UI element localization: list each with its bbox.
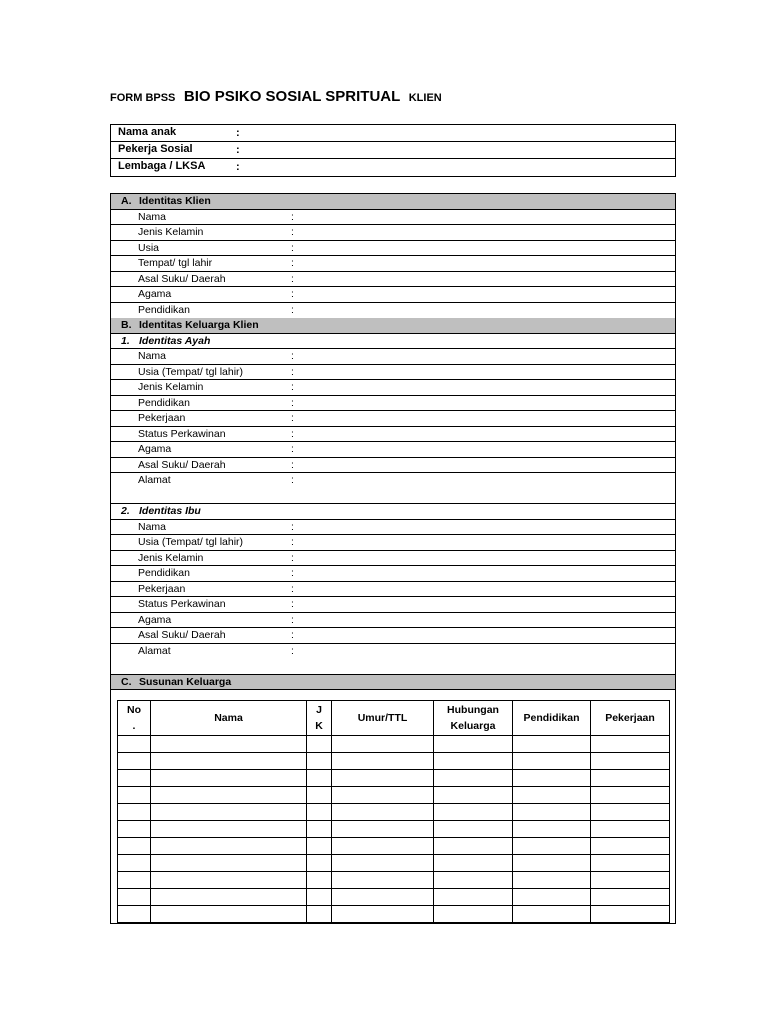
col-header-jk: J K bbox=[307, 701, 332, 736]
field-label: Status Perkawinan bbox=[138, 598, 226, 610]
section-b-header bbox=[111, 318, 675, 334]
field-label: Nama bbox=[138, 350, 167, 362]
family-table-body bbox=[118, 736, 670, 923]
field-row[interactable] bbox=[111, 427, 675, 443]
field-colon: : bbox=[291, 443, 294, 455]
field-label: Agama bbox=[138, 613, 172, 626]
table-cell[interactable] bbox=[591, 821, 670, 838]
field-row[interactable] bbox=[111, 628, 675, 644]
field-colon: : bbox=[291, 241, 294, 254]
ayah-fields bbox=[111, 349, 675, 489]
field-label: Agama bbox=[138, 288, 172, 300]
table-cell[interactable] bbox=[307, 736, 332, 753]
field-label: Pendidikan bbox=[138, 303, 190, 316]
field-colon: : bbox=[291, 474, 294, 486]
table-cell[interactable] bbox=[513, 753, 591, 770]
table-cell[interactable] bbox=[591, 889, 670, 906]
field-row[interactable] bbox=[111, 256, 675, 272]
table-cell[interactable] bbox=[118, 821, 151, 838]
field-colon: : bbox=[236, 127, 240, 139]
field-colon: : bbox=[236, 161, 240, 173]
table-cell[interactable] bbox=[307, 821, 332, 838]
section-title: Identitas Klien bbox=[139, 195, 211, 207]
subsection-ayah-header bbox=[111, 334, 675, 350]
table-row bbox=[118, 804, 670, 821]
table-cell[interactable] bbox=[591, 770, 670, 787]
table-cell[interactable] bbox=[332, 787, 434, 804]
table-cell[interactable] bbox=[332, 821, 434, 838]
field-row[interactable] bbox=[111, 551, 675, 567]
table-cell[interactable] bbox=[118, 838, 151, 855]
subsection-number: 1. bbox=[121, 334, 130, 347]
field-label: Lembaga / LKSA bbox=[118, 160, 206, 172]
section-title: Identitas Keluarga Klien bbox=[139, 319, 259, 331]
field-colon: : bbox=[291, 551, 294, 564]
field-label: Usia (Tempat/ tgl lahir) bbox=[138, 536, 244, 548]
table-cell[interactable] bbox=[307, 872, 332, 889]
table-cell[interactable] bbox=[591, 872, 670, 889]
table-cell[interactable] bbox=[513, 787, 591, 804]
table-cell[interactable] bbox=[118, 804, 151, 821]
field-label: Jenis Kelamin bbox=[138, 381, 204, 393]
field-colon: : bbox=[291, 350, 294, 362]
table-cell[interactable] bbox=[434, 770, 513, 787]
field-colon: : bbox=[291, 288, 294, 300]
field-label: Usia (Tempat/ tgl lahir) bbox=[138, 365, 244, 378]
field-label: Status Perkawinan bbox=[138, 427, 226, 440]
table-cell[interactable] bbox=[591, 838, 670, 855]
table-cell[interactable] bbox=[434, 872, 513, 889]
table-row bbox=[118, 753, 670, 770]
section-number: C. bbox=[121, 675, 132, 688]
field-label: Jenis Kelamin bbox=[138, 226, 204, 238]
table-row bbox=[118, 838, 670, 855]
field-colon: : bbox=[291, 644, 294, 657]
subsection-title: Identitas Ibu bbox=[139, 505, 201, 517]
field-label: Alamat bbox=[138, 644, 171, 657]
field-label: Tempat/ tgl lahir bbox=[138, 257, 213, 269]
table-cell[interactable] bbox=[332, 736, 434, 753]
field-colon: : bbox=[291, 396, 294, 409]
table-cell[interactable] bbox=[118, 855, 151, 872]
table-cell[interactable] bbox=[434, 787, 513, 804]
table-cell[interactable] bbox=[151, 821, 307, 838]
table-cell[interactable] bbox=[513, 838, 591, 855]
field-row[interactable] bbox=[111, 520, 675, 536]
field-row[interactable] bbox=[111, 442, 675, 458]
table-cell[interactable] bbox=[332, 889, 434, 906]
field-colon: : bbox=[291, 536, 294, 548]
field-colon: : bbox=[291, 303, 294, 316]
table-cell[interactable] bbox=[591, 855, 670, 872]
table-row bbox=[118, 889, 670, 906]
field-row[interactable] bbox=[111, 597, 675, 613]
header-fields-box bbox=[110, 124, 676, 177]
table-cell[interactable] bbox=[118, 889, 151, 906]
table-cell[interactable] bbox=[434, 804, 513, 821]
table-cell[interactable] bbox=[118, 736, 151, 753]
table-cell[interactable] bbox=[307, 838, 332, 855]
field-label: Asal Suku/ Daerah bbox=[138, 272, 226, 285]
col-header-no: No . bbox=[118, 701, 151, 736]
family-table-area bbox=[111, 690, 675, 923]
field-colon: : bbox=[291, 613, 294, 626]
table-cell[interactable] bbox=[434, 736, 513, 753]
table-cell[interactable] bbox=[307, 804, 332, 821]
family-table-header bbox=[118, 701, 670, 736]
table-cell[interactable] bbox=[307, 906, 332, 923]
table-cell[interactable] bbox=[513, 804, 591, 821]
field-row[interactable] bbox=[111, 396, 675, 412]
section-a-header bbox=[111, 194, 675, 210]
table-cell[interactable] bbox=[151, 753, 307, 770]
field-label: Alamat bbox=[138, 474, 171, 486]
table-cell[interactable] bbox=[332, 855, 434, 872]
table-cell[interactable] bbox=[434, 838, 513, 855]
field-label: Pekerja Sosial bbox=[118, 143, 193, 155]
table-cell[interactable] bbox=[591, 736, 670, 753]
subsection-number: 2. bbox=[121, 505, 130, 517]
field-colon: : bbox=[291, 629, 294, 641]
table-cell[interactable] bbox=[151, 906, 307, 923]
field-row[interactable] bbox=[111, 225, 675, 241]
family-table bbox=[117, 700, 670, 923]
table-cell[interactable] bbox=[332, 906, 434, 923]
field-colon: : bbox=[291, 520, 294, 533]
table-cell[interactable] bbox=[434, 821, 513, 838]
table-cell[interactable] bbox=[118, 787, 151, 804]
field-nama-anak[interactable] bbox=[111, 125, 675, 142]
field-label: Nama bbox=[138, 210, 167, 223]
field-label: Asal Suku/ Daerah bbox=[138, 629, 226, 641]
col-header-umur: Umur/TTL bbox=[332, 701, 434, 736]
subsection-ibu-header bbox=[111, 504, 675, 520]
table-cell[interactable] bbox=[151, 770, 307, 787]
spacer-row bbox=[111, 489, 675, 505]
table-row bbox=[118, 770, 670, 787]
field-row[interactable] bbox=[111, 644, 675, 660]
field-row[interactable] bbox=[111, 287, 675, 303]
field-row[interactable] bbox=[111, 272, 675, 288]
field-label: Jenis Kelamin bbox=[138, 551, 204, 564]
field-colon: : bbox=[236, 144, 240, 156]
table-cell[interactable] bbox=[513, 906, 591, 923]
table-cell[interactable] bbox=[151, 838, 307, 855]
field-colon: : bbox=[291, 427, 294, 440]
table-cell[interactable] bbox=[513, 872, 591, 889]
field-row[interactable] bbox=[111, 365, 675, 381]
table-cell[interactable] bbox=[513, 889, 591, 906]
field-colon: : bbox=[291, 582, 294, 595]
table-cell[interactable] bbox=[434, 753, 513, 770]
table-cell[interactable] bbox=[513, 821, 591, 838]
form-title bbox=[110, 88, 442, 106]
title-prefix: FORM BPSS bbox=[110, 92, 176, 104]
table-cell[interactable] bbox=[307, 889, 332, 906]
table-cell[interactable] bbox=[434, 889, 513, 906]
section-number: B. bbox=[121, 319, 132, 331]
field-colon: : bbox=[291, 458, 294, 471]
field-colon: : bbox=[291, 365, 294, 378]
section-number: A. bbox=[121, 195, 132, 207]
field-label: Pekerjaan bbox=[138, 412, 186, 424]
field-row[interactable] bbox=[111, 210, 675, 226]
col-header-hubungan: Hubungan Keluarga bbox=[434, 701, 513, 736]
field-row[interactable] bbox=[111, 582, 675, 598]
title-suffix: KLIEN bbox=[408, 92, 442, 104]
field-label: Asal Suku/ Daerah bbox=[138, 458, 226, 471]
table-cell[interactable] bbox=[118, 906, 151, 923]
field-pekerja-sosial[interactable] bbox=[111, 142, 675, 159]
table-cell[interactable] bbox=[151, 872, 307, 889]
field-label: Usia bbox=[138, 241, 160, 254]
table-cell[interactable] bbox=[118, 770, 151, 787]
table-cell[interactable] bbox=[151, 787, 307, 804]
field-row[interactable] bbox=[111, 411, 675, 427]
title-main: BIO PSIKO SOSIAL SPRITUAL bbox=[183, 88, 401, 105]
table-cell[interactable] bbox=[307, 770, 332, 787]
table-cell[interactable] bbox=[434, 855, 513, 872]
table-cell[interactable] bbox=[151, 804, 307, 821]
field-colon: : bbox=[291, 598, 294, 610]
ibu-fields bbox=[111, 520, 675, 660]
table-cell[interactable] bbox=[151, 889, 307, 906]
field-label: Agama bbox=[138, 443, 172, 455]
table-cell[interactable] bbox=[513, 770, 591, 787]
field-colon: : bbox=[291, 381, 294, 393]
table-cell[interactable] bbox=[332, 804, 434, 821]
section-c-header bbox=[111, 675, 675, 691]
field-row[interactable] bbox=[111, 458, 675, 474]
table-row bbox=[118, 736, 670, 753]
field-colon: : bbox=[291, 412, 294, 424]
field-colon: : bbox=[291, 567, 294, 579]
table-cell[interactable] bbox=[118, 753, 151, 770]
table-cell[interactable] bbox=[332, 838, 434, 855]
field-lembaga[interactable] bbox=[111, 159, 675, 176]
field-colon: : bbox=[291, 226, 294, 238]
table-cell[interactable] bbox=[513, 736, 591, 753]
table-cell[interactable] bbox=[151, 855, 307, 872]
field-row[interactable] bbox=[111, 566, 675, 582]
table-cell[interactable] bbox=[307, 855, 332, 872]
spacer-row bbox=[111, 659, 675, 675]
table-cell[interactable] bbox=[513, 855, 591, 872]
table-row bbox=[118, 906, 670, 923]
table-cell[interactable] bbox=[332, 770, 434, 787]
table-cell[interactable] bbox=[118, 872, 151, 889]
table-cell[interactable] bbox=[591, 906, 670, 923]
field-row[interactable] bbox=[111, 303, 675, 319]
table-cell[interactable] bbox=[307, 753, 332, 770]
table-cell[interactable] bbox=[591, 804, 670, 821]
col-header-pendidikan: Pendidikan bbox=[513, 701, 591, 736]
col-header-nama: Nama bbox=[151, 701, 307, 736]
table-cell[interactable] bbox=[307, 787, 332, 804]
table-row bbox=[118, 787, 670, 804]
field-label: Nama anak bbox=[118, 126, 177, 138]
section-title: Susunan Keluarga bbox=[139, 675, 232, 688]
table-cell[interactable] bbox=[591, 787, 670, 804]
field-colon: : bbox=[291, 272, 294, 285]
table-cell[interactable] bbox=[332, 753, 434, 770]
col-header-pekerjaan: Pekerjaan bbox=[591, 701, 670, 736]
field-row[interactable] bbox=[111, 613, 675, 629]
table-row bbox=[118, 872, 670, 889]
field-colon: : bbox=[291, 257, 294, 269]
table-cell[interactable] bbox=[434, 906, 513, 923]
field-row[interactable] bbox=[111, 535, 675, 551]
subsection-title: Identitas Ayah bbox=[139, 334, 211, 347]
field-colon: : bbox=[291, 210, 294, 223]
field-row[interactable] bbox=[111, 349, 675, 365]
field-row[interactable] bbox=[111, 241, 675, 257]
field-row[interactable] bbox=[111, 380, 675, 396]
section-a-fields bbox=[111, 210, 675, 319]
table-row bbox=[118, 855, 670, 872]
table-cell[interactable] bbox=[591, 753, 670, 770]
table-cell[interactable] bbox=[332, 872, 434, 889]
field-label: Nama bbox=[138, 520, 167, 533]
table-cell[interactable] bbox=[151, 736, 307, 753]
field-label: Pendidikan bbox=[138, 396, 190, 409]
field-row[interactable] bbox=[111, 473, 675, 489]
field-label: Pendidikan bbox=[138, 567, 190, 579]
main-form-box bbox=[110, 193, 676, 924]
table-row bbox=[118, 821, 670, 838]
field-label: Pekerjaan bbox=[138, 582, 186, 595]
